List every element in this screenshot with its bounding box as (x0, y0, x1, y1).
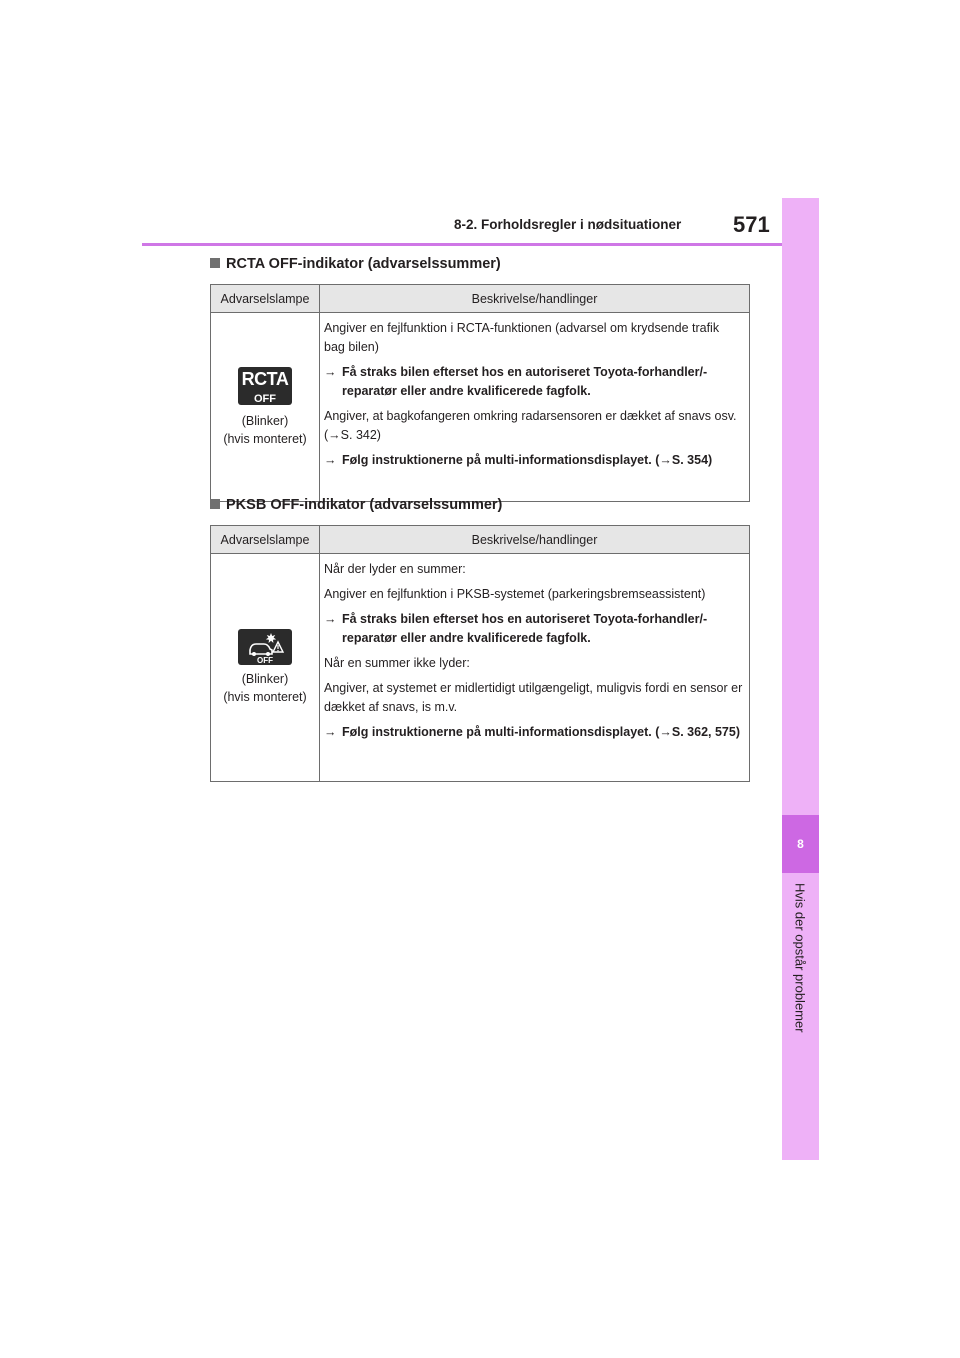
lamp-fitted-label: (hvis monteret) (223, 431, 307, 446)
lamp-blink-label: (Blinker) (241, 413, 289, 428)
description-text: Angiver, at systemet er midlertidigt utilgængeligt, muligvis fordi en sensor er dækket af snavs, is m.v. (324, 681, 743, 714)
lamp-cell (211, 554, 320, 782)
lamp-cell (211, 313, 320, 502)
lamp-fitted-label: (hvis monteret) (223, 690, 307, 704)
section-title: 8-2. Forholdsregler i nødsituationer (454, 217, 682, 232)
arrow-icon: → (324, 725, 337, 739)
chapter-title: Hvis der opstår problemer (792, 883, 808, 1033)
column-header-description: Beskrivelse/handlinger (320, 285, 750, 313)
chapter-number: 8 (782, 815, 819, 873)
lamp-blink-label: (Blinker) (241, 672, 289, 686)
rcta-off-icon: RCTA OFF (238, 367, 292, 405)
condition-text: Når der lyder en summer: (324, 562, 466, 576)
description-text: Angiver en fejlfunktion i PKSB-systemet (parkeringsbremseassistent) (324, 587, 706, 601)
column-header-lamp: Advarselslampe (211, 526, 320, 554)
description-cell (320, 313, 750, 502)
table-row (211, 313, 750, 502)
pksb-off-text: OFF (257, 656, 273, 665)
column-header-lamp: Advarselslampe (211, 285, 320, 313)
arrow-icon: → (324, 453, 337, 467)
header-divider (142, 243, 782, 246)
action-item: → Få straks bilen efterset hos en autoriseret Toyota-forhandler/-reparatør eller andre kvalificerede fagfolk. (324, 610, 743, 648)
pksb-warning-table (210, 525, 750, 782)
condition-text: Når en summer ikke lyder: (324, 656, 470, 670)
table-header-row (211, 526, 750, 554)
section-heading-pksb: PKSB OFF-indikator (advarselssummer) (210, 497, 502, 513)
square-bullet-icon (210, 258, 220, 268)
description-cell (320, 554, 750, 782)
action-item: → Følg instruktionerne på multi-informationsdisplayet. (→S. 354) (324, 451, 743, 470)
action-item: → Få straks bilen efterset hos en autoriseret Toyota-forhandler/-reparatør eller andre kvalificerede fagfolk. (324, 363, 743, 401)
arrow-icon: → (324, 612, 337, 626)
action-item: → Følg instruktionerne på multi-informationsdisplayet. (→S. 362, 575) (324, 723, 743, 742)
pksb-car-icon (238, 629, 292, 665)
arrow-icon: → (324, 365, 337, 379)
square-bullet-icon (210, 499, 220, 509)
table-row (211, 554, 750, 782)
description-text: Angiver, at bagkofangeren omkring radarsensoren er dækket af snavs osv. (→S. 342) (324, 409, 737, 442)
column-header-description: Beskrivelse/handlinger (320, 526, 750, 554)
pksb-off-icon (238, 629, 292, 665)
section-heading-rcta: RCTA OFF-indikator (advarselssummer) (210, 256, 501, 272)
description-text: Angiver en fejlfunktion i RCTA-funktionen (advarsel om krydsende trafik bag bilen) (324, 321, 720, 354)
page-number: 571 (733, 212, 770, 237)
rcta-warning-table (210, 284, 750, 502)
table-header-row (211, 285, 750, 313)
